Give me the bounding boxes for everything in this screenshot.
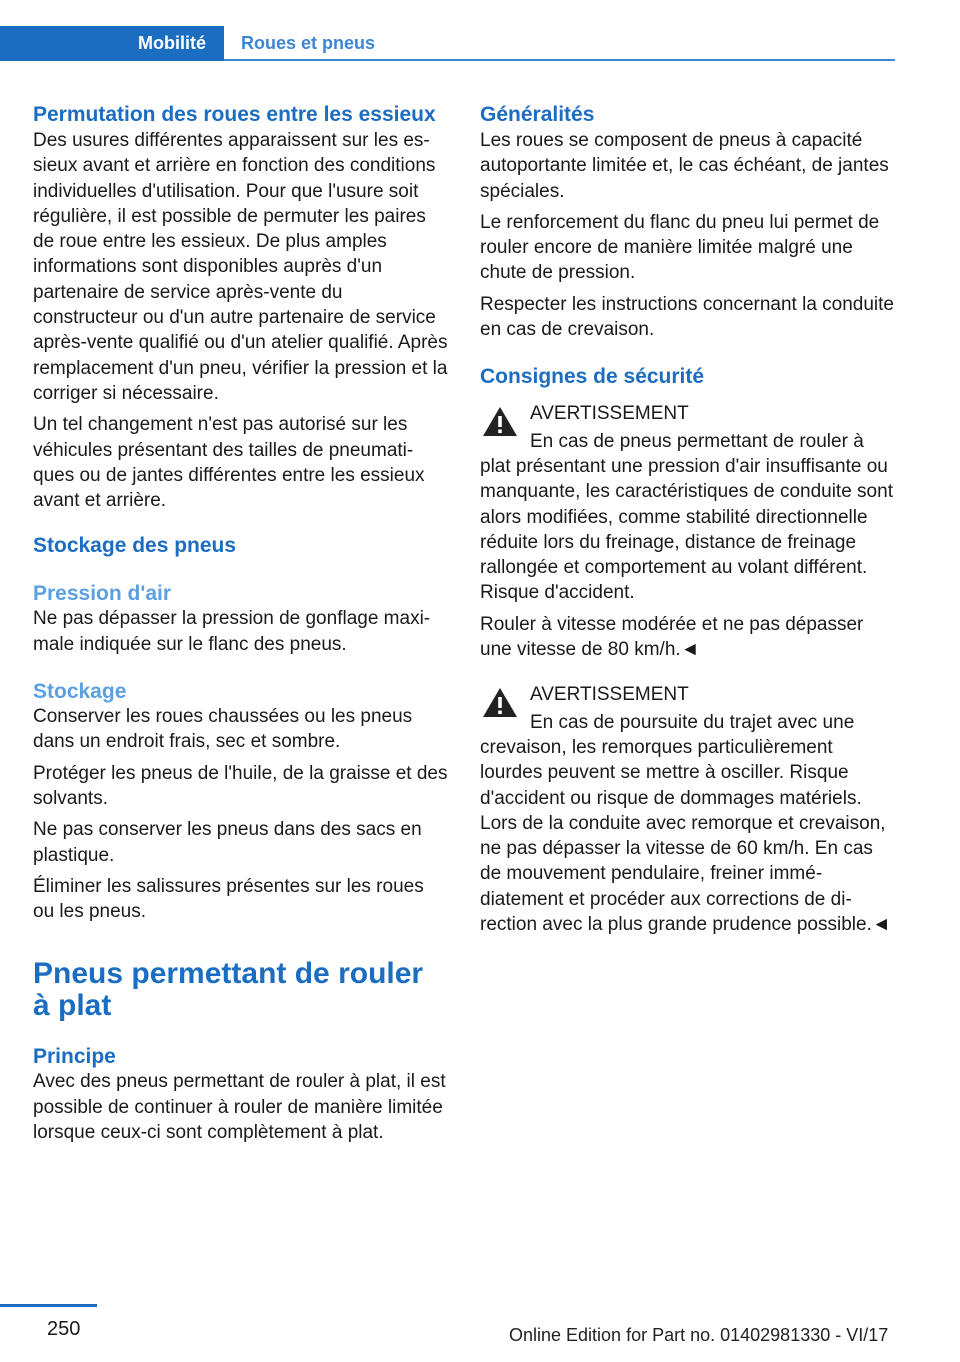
right-column bbox=[480, 102, 895, 937]
warning-triangle-icon bbox=[480, 684, 520, 720]
warning-text-1: En cas de pneus permettant de rouler à plat présentant une pression d'air insuffisante ou manquante, les caractéristiques de conduite sont alors modifiées, comme stabilité directionnelle réduite lors du freinage, distance de freinage rallongée et comportement au volant différent. Risque d'accident. bbox=[480, 430, 893, 604]
warning-text-1b: Rouler à vitesse modérée et ne pas dépasser une vitesse de 80 km/h.◄ bbox=[480, 613, 864, 661]
tab-roues-et-pneus[interactable] bbox=[224, 26, 895, 61]
warning-title-2: AVERTISSEMENT bbox=[530, 684, 689, 706]
heading-pneus-plat: Pneus permettant de rouler à plat bbox=[33, 957, 424, 1023]
heading-stockage: Stockage bbox=[33, 680, 127, 704]
paragraph-stockage-2: Protéger les pneus de l'huile, de la graisse et des solvants. bbox=[33, 762, 448, 809]
warning-block-2 bbox=[480, 682, 895, 937]
warning-title-1: AVERTISSEMENT bbox=[530, 403, 689, 425]
paragraph-generalites-3: Respecter les instructions concernant la conduite en cas de crevaison. bbox=[480, 293, 895, 341]
paragraph-generalites-2: Le renforcement du flanc du pneu lui permet de rouler encore de manière limitée malgré une chute de pression. bbox=[480, 211, 880, 284]
header-divider bbox=[224, 59, 895, 61]
page-number: 250 bbox=[47, 1318, 81, 1340]
paragraph-pression: Ne pas dépasser la pression de gonflage maximale indiquée sur le flanc des pneus. bbox=[33, 608, 431, 655]
warning-block-1 bbox=[480, 401, 895, 662]
heading-consignes: Consignes de sécurité bbox=[480, 365, 705, 389]
paragraph-stockage-1: Conserver les roues chaussées ou les pneus dans un endroit frais, sec et sombre. bbox=[33, 706, 413, 753]
left-column bbox=[33, 102, 448, 1145]
heading-permutation: Permutation des roues entre les essieux bbox=[33, 103, 436, 126]
header-bar bbox=[0, 26, 895, 62]
paragraph-stockage-3: Ne pas conserver les pneus dans des sacs en plastique. bbox=[33, 819, 422, 866]
warning-triangle-icon bbox=[480, 403, 520, 439]
tab-mobilite[interactable] bbox=[0, 26, 224, 61]
heading-principe: Principe bbox=[33, 1045, 116, 1069]
paragraph-principe: Avec des pneus permettant de rouler à plat, il est possible de continuer à rouler de manière limitée lorsque ceux-ci sont complètement à plat. bbox=[33, 1071, 446, 1144]
footer-divider bbox=[0, 1304, 97, 1307]
heading-pression-air: Pression d'air bbox=[33, 582, 172, 606]
warning-text-2: En cas de poursuite du trajet avec une crevaison, les remorques particulièrement lourdes peuvent se mettre à osciller. Risque d'accident ou risque de dommages matériels. Lors de la conduite avec remorque et crevaison, ne pas dépasser la vitesse de 60 km/h. En cas de mouvement pendulaire, freiner immédiatement et procéder aux corrections de direction avec la plus grande prudence possible.◄ bbox=[480, 711, 891, 936]
paragraph-generalites-1: Les roues se composent de pneus à capacité autoportante limitée et, le cas échéant, de jantes spéciales. bbox=[480, 130, 889, 202]
heading-stockage-pneus: Stockage des pneus bbox=[33, 534, 237, 558]
heading-generalites: Généralités bbox=[480, 103, 595, 126]
paragraph-permutation-1: Des usures différentes apparaissent sur les essieux avant et arrière en fonction des conditions individuelles d'utilisation. Pour que l'usure soit régulière, il est possible de permuter les paires de roue entre les essieux. De plus amples informations sont disponibles auprès d'un partenaire de service après-vente du constructeur ou d'un autre partenaire de service après-vente qualifié ou d'un atelier qualifié. Après remplacement d'un pneu, vérifier la pression et la corriger si nécessaire. bbox=[33, 130, 448, 404]
paragraph-stockage-4: Éliminer les salissures présentes sur les roues ou les pneus. bbox=[33, 875, 424, 923]
edition-footer: Online Edition for Part no. 01402981330 - VI/17 bbox=[509, 1325, 889, 1345]
paragraph-permutation-2: Un tel changement n'est pas autorisé sur les véhicules présentant des tailles de pneumatiques ou de jantes différentes entre les essieux avant et arrière. bbox=[33, 414, 425, 512]
tab-mobilite-label: Mobilité bbox=[138, 33, 206, 53]
tab-roues-label: Roues et pneus bbox=[241, 33, 376, 53]
